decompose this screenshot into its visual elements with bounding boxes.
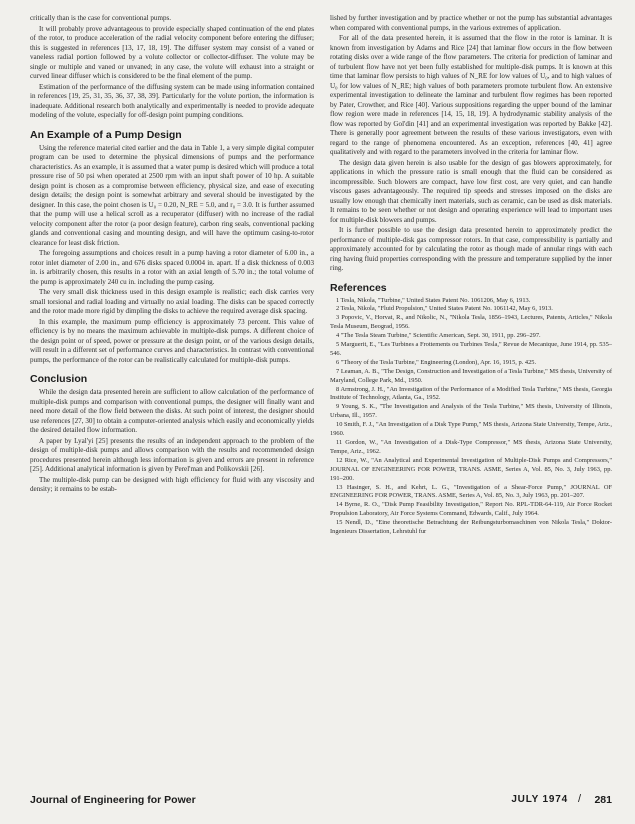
body-paragraph: The design data given herein is also usable for the design of gas blowers approximately, for applications in which the pressure ratio is small enough that the fluid can be considered as incompressible. Such blowers are compact, have low first cost, are very quiet, and can handle viscous gases advantageously. The required tip speeds and stresses imposed on the disks are usually low enough that chemically inert materials, such as ceramic, can be used as disk materials. It remains to be seen whether or not design and operating experience will lead to important uses for multiple-disk blowers and pumps. xyxy=(330,158,612,224)
body-paragraph: critically than is the case for conventional pumps. xyxy=(30,14,172,22)
page-number: 281 xyxy=(594,794,612,806)
journal-title: Journal of Engineering for Power xyxy=(30,794,196,806)
section-heading-conclusion: Conclusion xyxy=(30,373,88,385)
left-column xyxy=(30,14,314,496)
body-paragraph: While the design data presented herein are sufficient to allow calculation of the performance of multiple-disk pumps and comparison with conventional pumps, the designer will finally want and need more detail of the flow field between the disks. At such point of interest, the designer should use references [27, 30] to obtain a computer-oriented analysis which easily and economically yields the desired detailed flow information. xyxy=(30,388,314,434)
reference-item: 2 Tesla, Nikola, "Fluid Propulsion," United States Patent No. 1061142, May 6, 1913. xyxy=(336,305,553,313)
section-heading-example: An Example of a Pump Design xyxy=(30,128,182,141)
body-paragraph: It is further possible to use the design data presented herein to approximately predict the performance of multiple-disk gas compressor rotors. In that case, compressibility is partially and approximately accounted for by calculating the rotor as though made of annular rings with each ring having fluid properties corresponding with the pressure and temperature supplied by the inner ring. xyxy=(330,226,612,272)
section-heading-references: References xyxy=(330,281,387,294)
issue-date: JULY 1974 xyxy=(511,794,568,805)
reference-item: 6 "Theory of the Tesla Turbine," Engineering (London), Apr. 16, 1915, p. 425. xyxy=(336,358,537,366)
reference-list xyxy=(330,297,612,537)
reference-item: 9 Young, S. K., "The Investigation and Analysis of the Tesla Turbine," MS thesis, University of Illinois, Urbana, Ill., 1957. xyxy=(330,403,612,420)
reference-item: 14 Byrne, R. O., "Disk Pump Feasibility Investigation," Report No. RPL-TDR-64-119, Air Force Rocket Propulsion Laboratory, Air Force Systems Command, Edwards, Calif., July 1964. xyxy=(330,501,612,518)
body-paragraph: lished by further investigation and by practice whether or not the pump has substantial advantages when compared with conventional pumps, in the various extremes of application. xyxy=(330,14,612,32)
body-paragraph: A paper by Lyal'yi [25] presents the results of an independent approach to the problem of the design of multiple-disk pumps and allows comparison with the results and recommended design procedures presented herein although less information is given and errors are present in reference [25]. Additional analytical information is given by Perel'man and Polikovskii [26]. xyxy=(30,436,314,473)
body-paragraph: It will probably prove advantageous to provide especially shaped continuation of the end plates of the rotor, to produce acceleration of the radial velocity component before entering the diffuser; this is suggested in references [13, 17, 18, 19]. The diffuser system may consist of a vaned or vaneless radial portion followed by a volute collector or collector-diffuser. The volute may be single or multiple and vaned or unvaned; in any case, the volute will exhaust into a straight or curved linear diffuser which is considered to be the final element of the pump. xyxy=(30,24,314,80)
body-paragraph: The multiple-disk pump can be designed with high efficiency for fluid with any viscosity and density; it remains to be estab- xyxy=(30,475,314,493)
reference-item: 3 Popovic, V., Horvat, R., and Nikolic, N., "Nikola Tesla, 1856–1943, Lectures, Patents, Articles," Nikola Tesla Museum, Beograd, 1956. xyxy=(330,314,612,331)
reference-item: 13 Hasinger, S. H., and Kehrt, L. G., "Investigation of a Shear-Force Pump," JOURNAL OF ENGINEERING FOR POWER, TRANS. ASME, Series A, Vol. 85, No. 3, July 1963, pp. 201–207. xyxy=(330,483,612,500)
body-paragraph: For all of the data presented herein, it is assumed that the flow in the rotor is laminar. It is known from investigation by Adams and Rice [24] that laminar flow occurs in the flow between rotating disks over a wide range of the flow parameters. The criteria for prediction of laminar and of turbulent flow have not yet been fully established for multiple-disk pumps. It is known at this time that laminar flow persists to high values of N_RE for low values of U₀, and to high values of U₀ for low values of N_RE; high values of both parameters promote turbulent flow. An extensive experimental investigation to delineate the laminar and turbulent flow regimes has been reported by Pater, Crowther, and Rice [40]. Various suppositions regarding the upper bound of the laminar flow region were made in references [14, 15, 18, 19]. A hydrodynamic stability analysis of the flow was reported by Gol'din [41] and an experimental investigation was reported by Bakke [42]. There is generally poor agreement between the results of these various investigators, even with regard to the range of phenomena encountered. As an exception, references [40, 41] agree qualitatively and with regard to the parameters involved in the criteria for laminar flow. xyxy=(330,34,612,156)
reference-item: 12 Rice, W., "An Analytical and Experimental Investigation of Multiple-Disk Pumps and Compressors," JOURNAL OF ENGINEERING FOR POWER, TRANS. ASME, Series A, Vol. 85, No. 3, July 1963, pp. 191–200. xyxy=(330,456,612,482)
reference-item: 7 Leaman, A. B., "The Design, Construction and Investigation of a Tesla Turbine," MS thesis, University of Maryland, College Park, Md., 1950. xyxy=(330,367,612,384)
body-paragraph: The very small disk thickness used in this design example is realistic; each disk carries very small torsional and radial loading and virtually no axial loading. The disks can be spaced correctly and the rotor made more rigid by dimpling the disks to achieve the required average disk spacing. xyxy=(30,288,314,315)
body-paragraph: Estimation of the performance of the diffusing system can be made using information contained in references [19, 25, 31, 35, 36, 37, 38, 39]. Particularly for the volute portion, the information is inadequate. Additional research both analytically and experimentally is needed to provide adequate modeling of the volute, especially for off-design point pumping conditions. xyxy=(30,82,314,119)
body-paragraph: Using the reference material cited earlier and the data in Table 1, a very simple digital computer program can be used to determine the physical dimensions of pumps and the performance characteristics. As an example, it is assumed that a water pump is desired which will produce a total pressure rise of 50 psi when operated at 2500 rpm with an input shaft power of 10 hp. A suitable design point is chosen as a compromise between efficiency, physical size, and ease of executing design details; the design point is somewhat arbitrary and several should be investigated by the designer. In this case, the point chosen is U₀ = 0.20, N_RE = 5.0, and r₀ = 3.0. It is further assumed that the pump will use a helical scroll as a recuperator (diffuser) with no increase of the radial velocity component after the rotor (a poor design feature), carbon ring seals, conventional packing glands and conventional casing and mounting design, and will have the optimum casing-to-rotor clearance for least disk friction. xyxy=(30,143,314,247)
reference-item: 10 Smith, F. J., "An Investigation of a Disk Type Pump," MS thesis, Arizona State University, Tempe, Ariz., 1960. xyxy=(330,421,612,438)
body-paragraph: The foregoing assumptions and choices result in a pump having a rotor diameter of 6.00 in., a rotor inlet diameter of 2.00 in., and 676 disks spaced 0.0004 in. apart. If a disk thickness of 0.003 in. is arbitrarily chosen, this results in a rotor with an axial length of 5.70 in.; the total volume of the pump is approximately 240 cu in. including the pump casing. xyxy=(30,249,314,286)
page-footer xyxy=(30,794,612,808)
reference-item: 4 "The Tesla Steam Turbine," Scientific American, Sept. 30, 1911, pp. 296–297. xyxy=(336,332,541,340)
reference-item: 1 Tesla, Nikola, "Turbine," United States Patent No. 1061206, May 6, 1913. xyxy=(336,296,531,304)
body-paragraph: In this example, the maximum pump efficiency is approximately 73 percent. This value of efficiency is by no means the maximum achievable in multiple-disk pumps. A different choice of the design point or of speed, power or pressure at the design point, or of the various design details, will result in a different set of performance curves and characteristics. In contrast with conventional pumps, the performance of the rotor can be realistically calculated for multiple-disk pumps. xyxy=(30,317,314,364)
footer-separator: / xyxy=(577,793,581,805)
reference-item: 15 Nendl, D., "Eine theoretische Betrachtung der Reibungsturbomaschinen von Nikola Tesla," Doktor-Ingenieurs Dissertation, Lehrstuhl fur xyxy=(330,519,612,536)
reference-item: 11 Gordon, W., "An Investigation of a Disk-Type Compressor," MS thesis, Arizona State University, Tempe, Ariz., 1962. xyxy=(330,439,612,455)
reference-item: 8 Armstrong, J. H., "An Investigation of the Performance of a Modified Tesla Turbine," MS thesis, Georgia Institute of Technology, Atlanta, Ga., 1952. xyxy=(330,385,612,402)
right-column xyxy=(330,14,612,537)
reference-item: 5 Marguerit, E., "Les Turbines a Frottements ou Turbines Tesla," Revue de Mecanique, June 1914, pp. 535–546. xyxy=(330,341,612,357)
